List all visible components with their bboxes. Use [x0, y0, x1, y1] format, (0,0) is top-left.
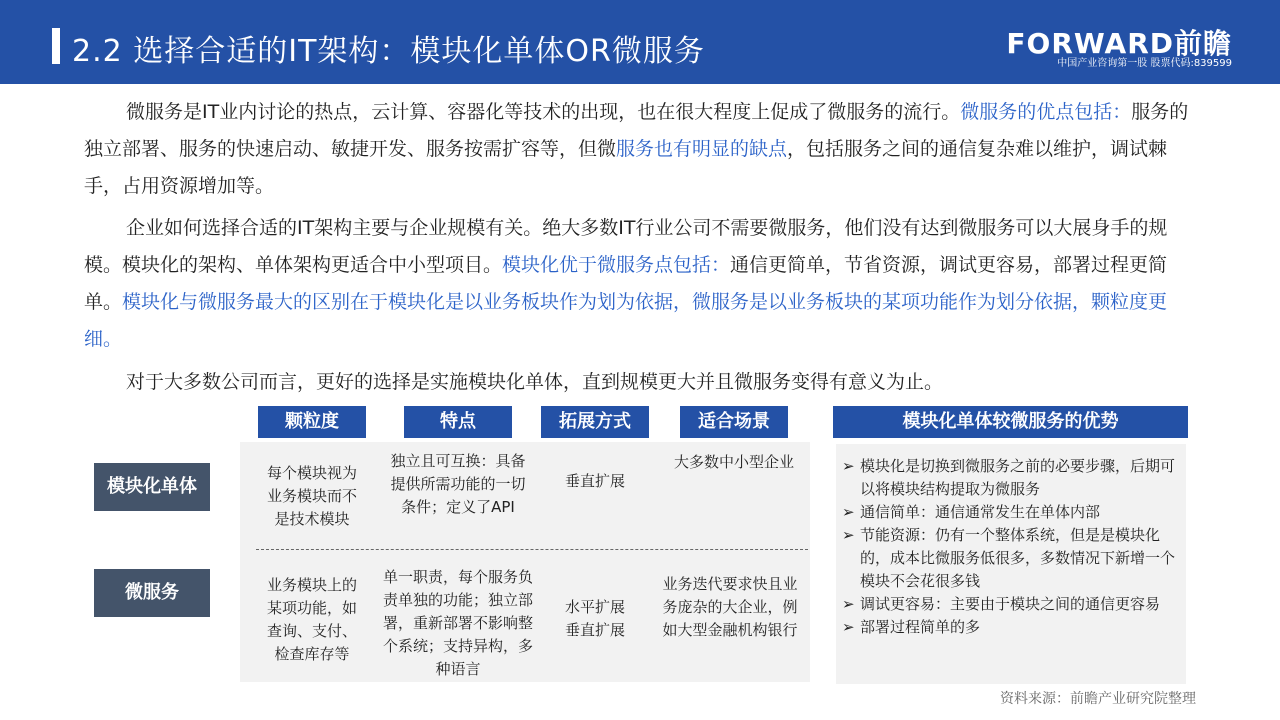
- advantage-item: ➢ 调试更容易：主要由于模块之间的通信更容易: [842, 593, 1176, 616]
- paragraph-1: [84, 94, 1200, 205]
- advantage-item: ➢ 模块化是切换到微服务之前的必要步骤，后期可以将模块结构提取为微服务: [842, 457, 1176, 498]
- source-note: 资料来源：前瞻产业研究院整理: [1000, 691, 1196, 707]
- arrow-bullet-icon: ➢: [842, 618, 855, 636]
- paragraph-2: [84, 210, 1200, 358]
- row-divider: [256, 549, 808, 550]
- arrow-bullet-icon: ➢: [842, 503, 855, 521]
- cell-modular-granularity: 每个模块视为业务模块而不是技术模块: [266, 464, 357, 528]
- advantage-item: ➢ 节能资源：仍有一个整体系统，但是是模块化的，成本比微服务低很多，多数情况下新增一个模块不会花很多钱: [842, 526, 1176, 590]
- p1-highlight-1: 微服务的优点包括：: [960, 101, 1132, 123]
- arrow-bullet-icon: ➢: [842, 457, 855, 475]
- row-label-microservices: 微服务: [94, 569, 210, 617]
- p1-highlight-2: 服务也有明显的缺点: [616, 138, 788, 160]
- header-features: 特点: [404, 406, 512, 438]
- cell-micro-features: 单一职责，每个服务负责单独的功能；独立部署，重新部署不影响整个系统；支持异构，多种语言: [382, 568, 533, 678]
- cell-modular-scaling: 垂直扩展: [564, 472, 625, 490]
- p1-text-2: 服务的独立部署、服务的快速启动、敏捷开发、服务按需扩容等，但微: [84, 101, 1189, 160]
- p2-text-2: 通信更简单，节省资源，调试更容易，部署过程更简单。: [84, 254, 1168, 313]
- p1-text-3: ，包括服务之间的通信复杂难以维护，调试棘手，占用资源增加等。: [84, 138, 1168, 197]
- header-advantages: 模块化单体较微服务的优势: [833, 406, 1188, 438]
- arrow-bullet-icon: ➢: [842, 526, 855, 544]
- header-scaling: 拓展方式: [541, 406, 649, 438]
- p1-text-1: 微服务是IT业内讨论的热点，云计算、容器化等技术的出现，也在很大程度上促成了微服务的流行。: [126, 101, 961, 123]
- brand-subtitle: 中国产业咨询第一股 股票代码:839599: [1057, 58, 1232, 69]
- p2-highlight-1: 模块化优于微服务点包括：: [502, 254, 731, 276]
- header-scenario: 适合场景: [680, 406, 788, 438]
- brand-logo: FORWARD前瞻: [1006, 27, 1232, 60]
- p2-highlight-2: 模块化与微服务最大的区别在于模块化是以业务板块作为划为依据，微服务是以业务板块的某项功能作为划分依据，颗粒度更细。: [84, 291, 1168, 350]
- cell-micro-granularity: 业务模块上的某项功能，如查询、支付、检查库存等: [266, 576, 357, 663]
- arrow-bullet-icon: ➢: [842, 595, 855, 613]
- cell-micro-scaling: 水平扩展 垂直扩展: [564, 598, 625, 639]
- p3-text: 对于大多数公司而言，更好的选择是实施模块化单体，直到规模更大并且微服务变得有意义为止。: [126, 371, 944, 393]
- title-accent-bar: [52, 28, 60, 64]
- paragraph-3: [84, 364, 1200, 401]
- cell-micro-scenario: 业务迭代要求快且业务庞杂的大企业，例如大型金融机构银行: [662, 575, 798, 639]
- cell-modular-scenario: 大多数中小型企业: [673, 453, 794, 471]
- advantages-list: [842, 455, 1176, 639]
- page-title: 2.2 选择合适的IT架构：模块化单体OR微服务: [72, 34, 705, 69]
- row-label-modular-monolith: 模块化单体: [94, 463, 210, 511]
- advantage-item: ➢ 通信简单：通信通常发生在单体内部: [842, 501, 1176, 524]
- p2-text-1: 企业如何选择合适的IT架构主要与企业规模有关。绝大多数IT行业公司不需要微服务，他们没有达到微服务可以大展身手的规模。模块化的架构、单体架构更适合中小型项目。: [84, 217, 1168, 276]
- advantage-item: ➢ 部署过程简单的多: [842, 616, 1176, 639]
- cell-modular-features: 独立且可互换：具备提供所需功能的一切条件；定义了API: [390, 452, 526, 516]
- header-granularity: 颗粒度: [258, 406, 366, 438]
